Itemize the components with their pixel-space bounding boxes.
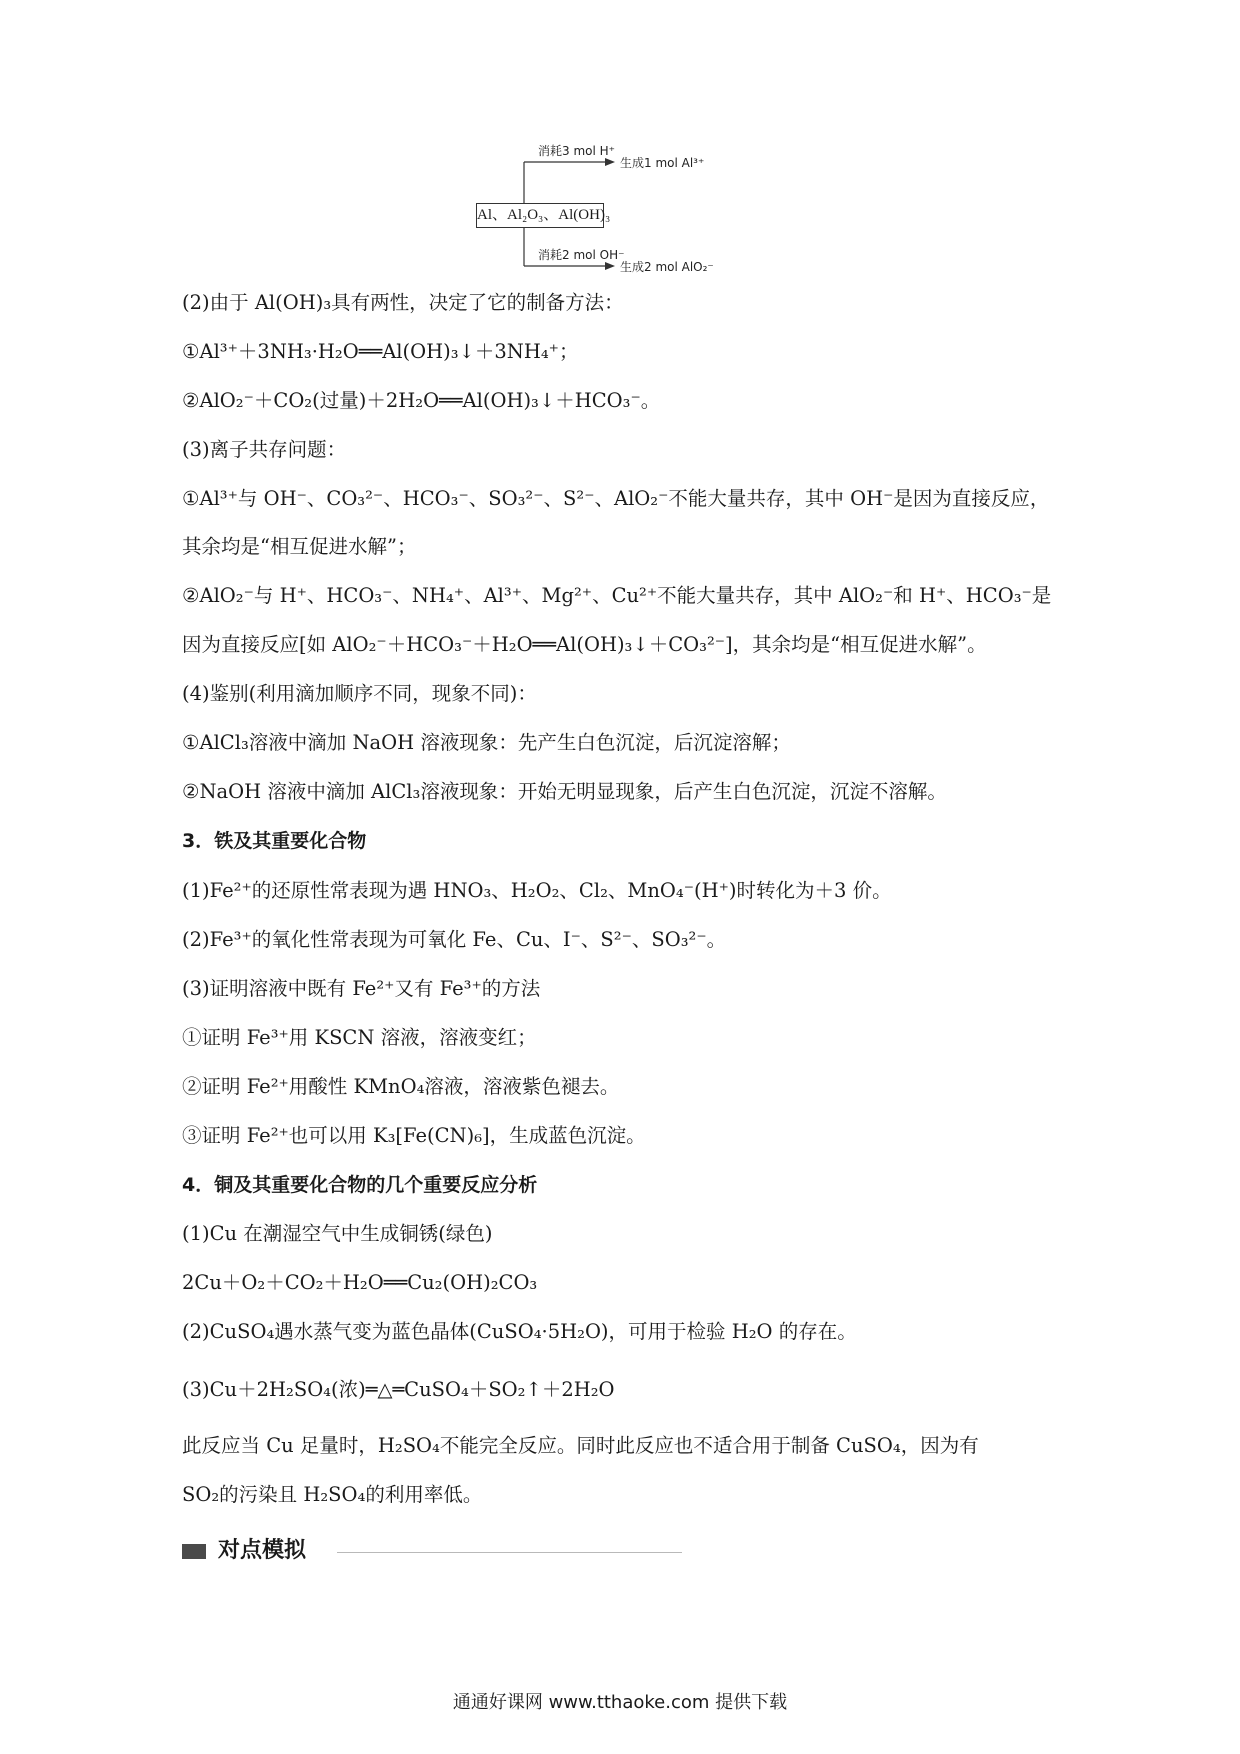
text-line: ②NaOH 溶液中滴加 AlCl₃溶液现象：开始无明显现象，后产生白色沉淀，沉淀不溶解。 — [182, 780, 947, 803]
bottom-arrow-label: 消耗2 mol OH⁻ — [538, 248, 625, 262]
text-line: 此反应当 Cu 足量时，H₂SO₄不能完全反应。同时此反应也不适合用于制备 CuSO₄，因为有 — [182, 1434, 979, 1457]
page-footer: 通通好课网 www.tthaoke.com 提供下载 — [452, 1692, 788, 1713]
text-line: (3)离子共存问题： — [182, 438, 347, 461]
top-result-label: 生成1 mol Al³⁺ — [620, 156, 705, 170]
bottom-result-label: 生成2 mol AlO₂⁻ — [620, 260, 714, 274]
text-line: (2)由于 Al(OH)₃具有两性，决定了它的制备方法： — [182, 291, 624, 314]
section-divider — [337, 1552, 682, 1553]
aluminum-reaction-diagram — [470, 144, 790, 278]
section-title: 对点模拟 — [218, 1538, 307, 1563]
text-line: (2)CuSO₄遇水蒸气变为蓝色晶体(CuSO₄·5H₂O)，可用于检验 H₂O 的存在。 — [182, 1320, 857, 1343]
text-line: 因为直接反应[如 AlO₂⁻＋HCO₃⁻＋H₂O══Al(OH)₃↓＋CO₃²⁻]，其余均是“相互促进水解”。 — [182, 633, 987, 656]
text-line: (3)Cu＋2H₂SO₄(浓)═△═CuSO₄＋SO₂↑＋2H₂O — [182, 1378, 615, 1401]
text-line: ③证明 Fe²⁺也可以用 K₃[Fe(CN)₆]，生成蓝色沉淀。 — [182, 1124, 646, 1147]
text-line: ①Al³⁺＋3NH₃·H₂O══Al(OH)₃↓＋3NH₄⁺； — [182, 340, 579, 363]
section-square-icon — [182, 1544, 206, 1559]
top-arrow-label: 消耗3 mol H⁺ — [538, 144, 615, 158]
text-line: ①Al³⁺与 OH⁻、CO₃²⁻、HCO₃⁻、SO₃²⁻、S²⁻、AlO₂⁻不能大量共存，其中 OH⁻是因为直接反应， — [182, 487, 1050, 510]
text-line: 其余均是“相互促进水解”； — [182, 535, 417, 558]
text-line: 2Cu＋O₂＋CO₂＋H₂O══Cu₂(OH)₂CO₃ — [182, 1271, 538, 1294]
reactant-box: Al、Al₂O₃、Al(OH)₃ — [476, 203, 604, 228]
text-line: ②AlO₂⁻＋CO₂(过量)＋2H₂O══Al(OH)₃↓＋HCO₃⁻。 — [182, 389, 661, 412]
text-line: ①AlCl₃溶液中滴加 NaOH 溶液现象：先产生白色沉淀，后沉淀溶解； — [182, 731, 791, 754]
text-line: (3)证明溶液中既有 Fe²⁺又有 Fe³⁺的方法 — [182, 977, 541, 1000]
text-line: ②AlO₂⁻与 H⁺、HCO₃⁻、NH₄⁺、Al³⁺、Mg²⁺、Cu²⁺不能大量共存，其中 AlO₂⁻和 H⁺、HCO₃⁻是 — [182, 584, 1052, 607]
text-line: (2)Fe³⁺的氧化性常表现为可氧化 Fe、Cu、I⁻、S²⁻、SO₃²⁻。 — [182, 928, 727, 951]
section-heading-iron: 3．铁及其重要化合物 — [182, 830, 367, 852]
section-marker — [182, 1535, 682, 1567]
text-line: (4)鉴别(利用滴加顺序不同，现象不同)： — [182, 682, 537, 705]
section-heading-copper: 4．铜及其重要化合物的几个重要反应分析 — [182, 1174, 538, 1196]
text-line: ②证明 Fe²⁺用酸性 KMnO₄溶液，溶液紫色褪去。 — [182, 1075, 620, 1098]
text-line: SO₂的污染且 H₂SO₄的利用率低。 — [182, 1483, 483, 1506]
text-line: ①证明 Fe³⁺用 KSCN 溶液，溶液变红； — [182, 1026, 537, 1049]
text-line: (1)Fe²⁺的还原性常表现为遇 HNO₃、H₂O₂、Cl₂、MnO₄⁻(H⁺)时转化为＋3 价。 — [182, 879, 892, 902]
text-line: (1)Cu 在潮湿空气中生成铜锈(绿色) — [182, 1222, 493, 1245]
